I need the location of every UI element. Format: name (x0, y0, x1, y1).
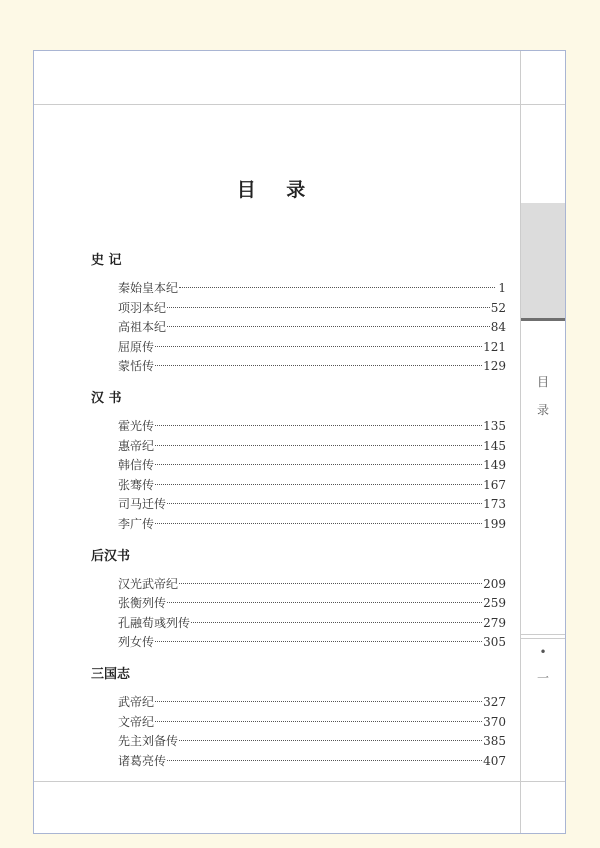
entry-page: 407 (483, 753, 506, 768)
entry-page: 84 (490, 320, 506, 335)
entry-title: 司马迁传 (118, 497, 167, 512)
section-heading: 三国志 (91, 666, 131, 682)
toc-entry[interactable] (118, 515, 506, 535)
toc-entry[interactable] (118, 357, 506, 377)
dot-leader (167, 503, 482, 504)
dot-leader (155, 701, 482, 702)
entry-page: 135 (483, 418, 506, 433)
dot-leader (155, 425, 482, 426)
toc-entry[interactable] (118, 299, 506, 319)
header-rule (34, 104, 565, 105)
toc-entry[interactable] (118, 633, 506, 653)
side-label-top: 目 (536, 375, 549, 389)
dot-leader (155, 721, 482, 722)
dot-leader (167, 760, 482, 761)
page-title: 目 录 (236, 179, 318, 201)
toc-entry[interactable] (118, 417, 506, 437)
entry-title: 列女传 (118, 635, 155, 650)
entry-title: 屈原传 (118, 339, 155, 354)
entry-page: 209 (483, 576, 506, 591)
entry-title: 文帝纪 (118, 714, 155, 729)
entry-page: 370 (483, 714, 506, 729)
toc-entry[interactable] (118, 476, 506, 496)
entry-page: 52 (490, 300, 506, 315)
entry-page: 145 (483, 438, 506, 453)
entry-page: 1 (498, 281, 506, 295)
dot-leader (179, 287, 495, 288)
entry-page: 173 (483, 497, 506, 512)
toc-entry[interactable] (118, 575, 506, 595)
entry-title: 韩信传 (118, 458, 155, 473)
entry-title: 霍光传 (118, 418, 155, 433)
side-page-mark: 一 (536, 671, 549, 685)
entry-title: 孔融荀彧列传 (118, 615, 191, 630)
toc-entry[interactable] (118, 732, 506, 752)
toc-entry[interactable] (118, 594, 506, 614)
entry-page: 129 (483, 359, 506, 374)
entry-title: 惠帝纪 (118, 438, 155, 453)
entry-title: 张骞传 (118, 477, 155, 492)
entry-title: 李广传 (118, 516, 155, 531)
dot-leader (155, 484, 482, 485)
entry-title: 秦始皇本纪 (118, 281, 179, 295)
dot-leader (179, 740, 482, 741)
dot-leader (167, 602, 482, 603)
dot-leader (155, 641, 482, 642)
dot-leader (155, 365, 482, 366)
entry-title: 诸葛亮传 (118, 753, 167, 768)
entry-title: 武帝纪 (118, 694, 155, 709)
toc-entry[interactable] (118, 456, 506, 476)
dot-leader (167, 307, 490, 308)
side-double-rule (521, 634, 565, 639)
entry-page: 327 (483, 694, 506, 709)
entry-title: 张衡列传 (118, 596, 167, 611)
dot-leader (155, 346, 482, 347)
toc-entry[interactable] (118, 693, 506, 713)
entry-title: 汉光武帝纪 (118, 576, 179, 591)
footer-rule (34, 781, 565, 782)
dot-leader (155, 523, 482, 524)
entry-page: 167 (483, 477, 506, 492)
entry-title: 项羽本纪 (118, 300, 167, 315)
entry-page: 121 (483, 339, 506, 354)
toc-entry[interactable] (118, 495, 506, 515)
side-label-bottom: 录 (536, 403, 549, 417)
toc-entry[interactable] (118, 279, 506, 299)
dot-leader (155, 464, 482, 465)
side-tab-block (521, 203, 565, 321)
toc-entry[interactable] (118, 752, 506, 772)
toc-entry[interactable] (118, 437, 506, 457)
entry-title: 先主刘备传 (118, 734, 179, 749)
margin-divider (520, 51, 521, 833)
dot-leader (155, 445, 482, 446)
dot-leader (191, 622, 482, 623)
entry-page: 305 (483, 635, 506, 650)
entry-page: 385 (483, 734, 506, 749)
section-heading: 汉 书 (91, 390, 122, 406)
side-bullet: • (539, 645, 547, 659)
section-heading: 史 记 (91, 253, 122, 268)
toc-entry[interactable] (118, 713, 506, 733)
entry-page: 199 (483, 516, 506, 531)
section-heading: 后汉书 (91, 548, 131, 564)
entry-title: 高祖本纪 (118, 320, 167, 335)
entry-page: 149 (483, 458, 506, 473)
document-page (33, 50, 566, 834)
toc-entry[interactable] (118, 338, 506, 358)
entry-page: 259 (483, 596, 506, 611)
dot-leader (167, 326, 490, 327)
toc-entry[interactable] (118, 614, 506, 634)
dot-leader (179, 583, 482, 584)
toc-entry[interactable] (118, 318, 506, 338)
entry-title: 蒙恬传 (118, 359, 155, 374)
table-of-contents (91, 247, 506, 779)
entry-page: 279 (483, 615, 506, 630)
